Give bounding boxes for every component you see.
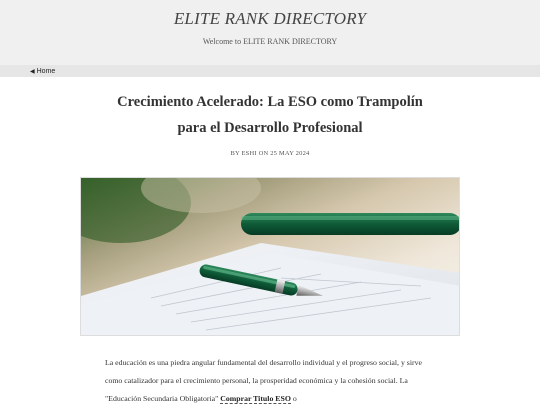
site-header bbox=[0, 0, 540, 65]
comprar-titulo-eso-link[interactable]: Comprar Titulo ESO bbox=[220, 394, 291, 403]
site-title[interactable]: ELITE RANK DIRECTORY bbox=[173, 9, 367, 28]
article-paragraph bbox=[105, 354, 435, 405]
article-byline: BY ESHI ON 25 MAY 2024 bbox=[230, 150, 310, 157]
article-title: Crecimiento Acelerado: La ESO como Trampolín para el Desarrollo Profesional bbox=[117, 94, 423, 136]
nav-bar bbox=[0, 65, 540, 77]
paragraph-text-2: o bbox=[290, 394, 297, 403]
paragraph-text-1: La educación es una piedra angular fundamental del desarrollo individual y el progreso social, y sirve como catalizador para el crecimiento personal, la prosperidad económica y la cohesión social. La "Educación Secundaria Obligatoria" bbox=[105, 358, 422, 403]
article bbox=[0, 89, 540, 405]
home-label: Home bbox=[36, 67, 56, 75]
hero-image bbox=[80, 177, 460, 336]
pen-on-document-photo-icon bbox=[81, 178, 460, 336]
site-tagline: Welcome to ELITE RANK DIRECTORY bbox=[202, 37, 338, 46]
home-link[interactable] bbox=[30, 68, 55, 75]
left-triangle-icon: ◀ bbox=[30, 68, 35, 75]
